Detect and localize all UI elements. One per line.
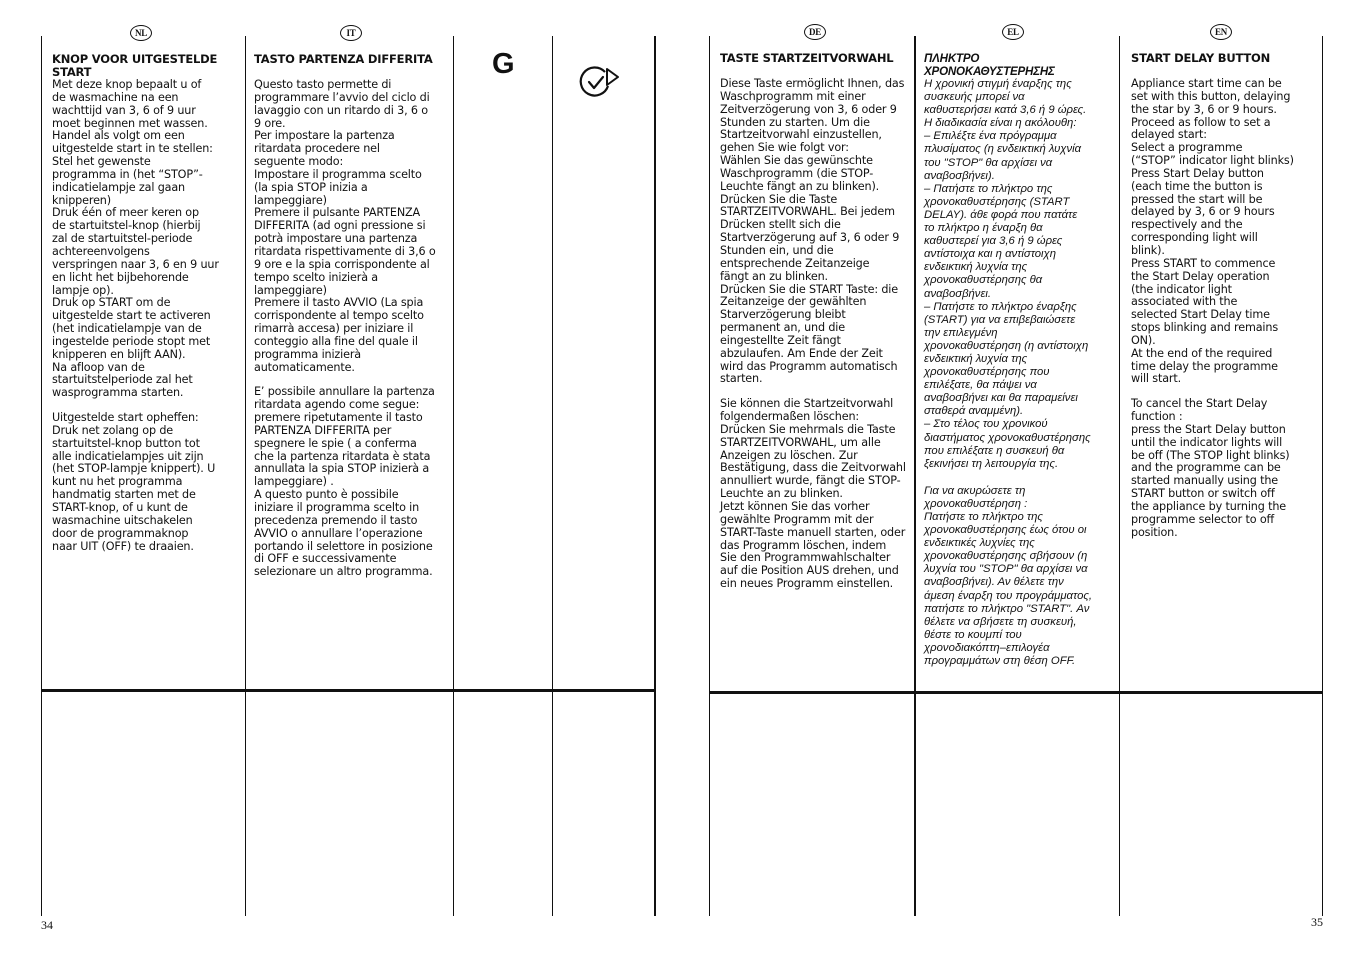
de-column [720,52,918,591]
en-paragraph: Appliance start time can be set with this button, delaying the star by 3, 6 or 9 hours. Proceed as follow to set a delayed start: Select a programme (“STOP” indicator light blinks) Press Start Delay button (each time the button is pressed the start will be delayed by 3, 6 or 9 hours respectively and the corresponding light will blink). Press START to commence the Start Delay operation (the indicator light associated with the selected Start Delay time stops blinking and remains ON). At the end of the required time delay the programme will start. [1131,77,1294,386]
column-divider [453,36,454,916]
column-divider [41,36,42,916]
g-letter: G [492,48,515,80]
page-number-left: 34 [41,918,53,932]
en-heading: START DELAY BUTTON [1131,51,1271,65]
row-divider [41,689,656,692]
column-divider [1322,36,1323,916]
el-paragraph: Η χρονική στιγμή έναρξης της συσκευής μπορεί να καθυστερήσει κατά 3,6 ή 9 ώρες. Η διαδικασία είναι η ακόλουθη: – Επιλέξτε ένα πρόγραμμα πλυσίματος (η ενδεικτική λυχνία του "STOP" θα αρχίσει να αναβοσβήνει). – Πατήστε το πλήκτρο της χρονοκαθυστέρησης (START DELAY). άθε φορά που πατάτε το πλήκτρο η έναρξη θα καθυστερεί για 3,6 ή 9 ώρες αντίστοιχα και η αντίστοιχη ενδεικτική λυχνία της χρονοκαθυστέρησης θα αναβοσβήνει. – Πατήστε το πλήκτρο έναρξης (START) για να επιβεβαιώσετε την επιλεγμένη χρονοκαθυστέρηση (η αντίστοιχη ενδεικτική λυχνία της χρονοκαθυστέρησης που επιλέξατε, θα πάψει να αναβοσβήνει και θα παραμείνει σταθερά αναμμένη). – Στο τέλος του χρονικού διαστήματος χρονοκαθυστέρησης που επιλέξατε η συσκευή θα ξεκινήσει τη λειτουργία της. [924,78,1091,470]
column-divider [1119,36,1120,916]
el-paragraph: Για να ακυρώσετε τη χρονοκαθυστέρηση : Πατήστε το πλήκτρο της χρονοκαθυστέρησης έως ότου οι ενδεικτικές λυχνίες της χρονοκαθυστέρησης σβήσουν (η λυχνία του "STOP" θα αρχίσει να αναβοσβήνει). Αν θέλετε την άμεση έναρξη του προγράμματος, πατήστε το πλήκτρο "START". Αν θέλετε να σβήσετε τη συσκευή, θέστε το κουμπί του χρονοδιακόπτη–επιλογέα προγραμμάτων στη θέση OFF. [924,484,1092,668]
it-column [254,53,452,579]
it-paragraph: E’ possibile annullare la partenza ritardata agendo come segue: premere ripetutamente il tasto PARTENZA DIFFERITA per spegnere le spie ( a conferma che la partenza ritardata è stata annullata la spia STOP inizierà a lampeggiare) . A questo punto è possibile iniziare il programma scelto in precedenza premendo il tasto AVVIO o annullare l’operazione portando il selettore in posizione di OFF e successivamente selezionare un altro programma. [254,385,435,579]
nl-heading: KNOP VOOR UITGESTELDE START [52,52,218,79]
column-divider [709,36,710,916]
el-column [924,52,1119,668]
language-badge-en: EN [1210,24,1232,40]
language-badge-nl: NL [130,25,152,41]
page-number-right: 35 [1311,915,1323,929]
de-paragraph: Diese Taste ermöglicht Ihnen, das Waschprogramm mit einer Zeitverzögerung von 3, 6 oder 9 Stunden zu starten. Um die Startzeitvorwahl einzustellen, gehen Sie wie folgt vor: Wählen Sie das gewünschte Waschprogramm (die STOP- Leuchte fängt an zu blinken). Drücken Sie die Taste STARTZEITVORWAHL. Bei jedem Drücken stellt sich die Startverzögerung auf 3, 6 oder 9 Stunden ein, und die entsprechende Zeitanzeige fängt an zu blinken. Drücken Sie die START Taste: die Zeitanzeige der gewählten Starverzögerung bleibt permanent an, und die eingestellte Zeit fängt abzulaufen. Am Ende der Zeit wird das Programm automatisch starten. [720,77,905,386]
en-paragraph: To cancel the Start Delay function : press the Start Delay button until the indicator lights will be off (The STOP light blinks) and the programme can be started manually using the START button or switch off the appliance by turning the programme selector to off position. [1131,397,1290,539]
language-badge-de: DE [804,24,826,40]
de-paragraph: Sie können die Startzeitvorwahl folgendermaßen löschen: Drücken Sie mehrmals die Taste STARTZEITVORWAHL, um alle Anzeigen zu löschen. Zur Bestätigung, dass die Zeitvorwahl annulliert wurde, fängt die STOP- Leuchte an zu blinken. Jetzt können Sie das vorher gewählte Programm mit der START-Taste manuell starten, oder das Programm löschen, indem Sie den Programmwahlschalter auf die Position AUS drehen, und ein neues Programm einstellen. [720,397,906,591]
el-heading: ΠΛΗΚΤΡΟ ΧΡΟΝΟΚΑΘΥΣΤΕΡΗΣΗΣ [924,52,1055,78]
it-paragraph: Questo tasto permette di programmare l’avvio del ciclo di lavaggio con un ritardo di 3, 6 o 9 ore. Per impostare la partenza ritardata procedere nel seguente modo: Impostare il programma scelto (la spia STOP inizia a lampeggiare) Premere il pulsante PARTENZA DIFFERITA (ad ogni pressione si potrà impostare una partenza ritardata rispettivamente di 3,6 o 9 ore e la spia corrispondente al tempo scelto inizierà a lampeggiare) Premere il tasto AVVIO (La spia corrispondente al tempo scelto rimarrà accesa) per iniziare il conteggio alla fine del quale il programma inizierà automaticamente. [254,78,436,374]
language-badge-it: IT [340,25,362,41]
de-heading: TASTE STARTZEITVORWAHL [720,51,894,65]
start-delay-icon [578,63,622,103]
nl-column [52,53,242,553]
row-divider [709,691,1323,694]
column-divider [654,36,656,916]
en-column [1131,52,1321,540]
column-divider [552,36,553,916]
language-badge-el: EL [1002,24,1024,40]
nl-paragraph: Met deze knop bepaalt u of de wasmachine na een wachttijd van 3, 6 of 9 uur moet beginnen met wassen. Handel als volgt om een uitgestelde start in te stellen: Stel het gewenste programma in (het “STOP”- indicatielampje zal gaan knipperen) Druk één of meer keren op de startuitstel-knop (hierbij zal de startuitstel-periode achtereenvolgens verspringen naar 3, 6 en 9 uur en licht het bijbehorende lampje op). Druk op START om de uitgestelde start te activeren (het indicatielampje van de ingestelde periode stopt met knipperen en blijft AAN). Na afloop van de startuitstelperiode zal het wasprogramma starten. [52,78,219,400]
column-divider [245,36,246,916]
nl-paragraph: Uitgestelde start opheffen: Druk net zolang op de startuitstel-knop button tot alle indicatielampjes uit zijn (het STOP-lampje knippert). U kunt nu het programma handmatig starten met de START-knop, of u kunt de wasmachine uitschakelen door de programmaknop naar UIT (OFF) te draaien. [52,411,216,553]
it-heading: TASTO PARTENZA DIFFERITA [254,52,433,66]
